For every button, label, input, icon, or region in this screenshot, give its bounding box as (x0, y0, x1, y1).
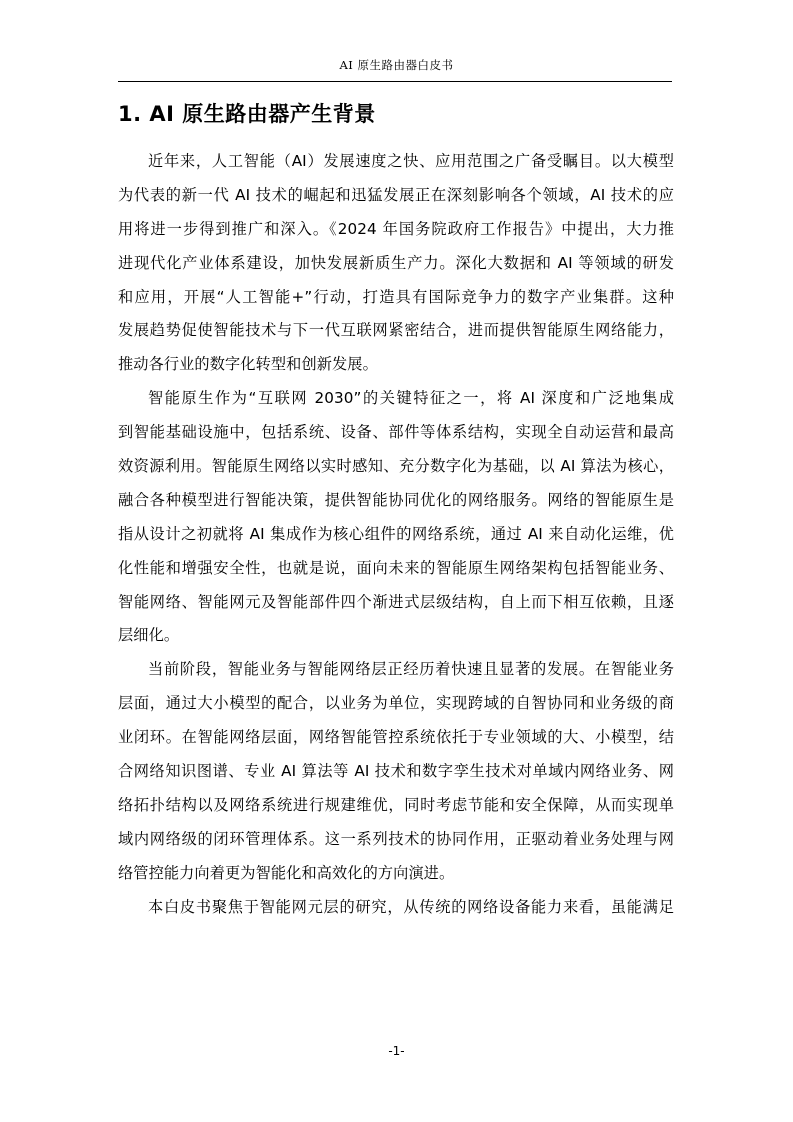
text-line: 业闭环。在智能网络层面，网络智能管控系统依托于专业领域的大、小模型，结 (118, 728, 674, 747)
paragraph-3 (118, 653, 674, 890)
header-divider (118, 81, 672, 82)
text-line: 智能网络、智能网元及智能部件四个渐进式层级结构，自上而下相互依赖，且逐 (118, 592, 674, 611)
text-line: 智能原生作为“互联网 2030”的关键特征之一，将 AI 深度和广泛地集成 (148, 389, 674, 408)
text-line: 和应用，开展“人工智能+”行动，打造具有国际竞争力的数字产业集群。这种 (118, 287, 674, 306)
text-line: 为代表的新一代 AI 技术的崛起和迅猛发展正在深刻影响各个领域，AI 技术的应 (118, 185, 674, 204)
text-line: 效资源利用。智能原生网络以实时感知、充分数字化为基础，以 AI 算法为核心， (118, 457, 674, 476)
text-line: 化性能和增强安全性，也就是说，面向未来的智能原生网络架构包括智能业务、 (118, 558, 674, 577)
running-header: AI 原生路由器白皮书 (339, 58, 454, 72)
text-line: 到智能基础设施中，包括系统、设备、部件等体系结构，实现全自动运营和最高 (118, 423, 674, 442)
text-line: 层面，通过大小模型的配合，以业务为单位，实现跨域的自智协同和业务级的商 (118, 694, 674, 713)
text-line: 融合各种模型进行智能决策，提供智能协同优化的网络服务。网络的智能原生是 (118, 490, 674, 509)
text-line: 推动各行业的数字化转型和创新发展。 (118, 355, 378, 374)
text-line: 层细化。 (118, 626, 180, 645)
text-line: 近年来，人工智能（AI）发展速度之快、应用范围之广备受瞩目。以大模型 (148, 152, 674, 170)
text-line: 进现代化产业体系建设，加快发展新质生产力。深化大数据和 AI 等领域的研发 (118, 253, 674, 272)
text-line: 域内网络级的闭环管理体系。这一系列技术的协同作用，正驱动着业务处理与网 (118, 829, 674, 848)
text-line: 络管控能力向着更为智能化和高效化的方向演进。 (118, 863, 455, 882)
body-text (118, 145, 674, 924)
paragraph-4 (118, 891, 674, 925)
paragraph-1 (118, 145, 674, 382)
text-line: 用将进一步得到推广和深入。《2024 年国务院政府工作报告》中提出，大力推 (118, 219, 674, 238)
page-number: -1- (388, 1044, 405, 1058)
paragraph-2 (118, 382, 674, 653)
text-line: 指从设计之初就将 AI 集成作为核心组件的网络系统，通过 AI 来自动化运维，优 (118, 524, 674, 543)
text-line: 合网络知识图谱、专业 AI 算法等 AI 技术和数字孪生技术对单域内网络业务、网 (118, 762, 674, 781)
text-line: 当前阶段，智能业务与智能网络层正经历着快速且显著的发展。在智能业务 (148, 660, 674, 679)
section-heading: 1. AI 原生路由器产生背景 (118, 102, 376, 126)
text-line: 络拓扑结构以及网络系统进行规建维优，同时考虑节能和安全保障，从而实现单 (118, 795, 674, 814)
text-line: 发展趋势促使智能技术与下一代互联网紧密结合，进而提供智能原生网络能力， (118, 321, 674, 340)
text-line: 本白皮书聚焦于智能网元层的研究，从传统的网络设备能力来看，虽能满足 (148, 897, 674, 916)
